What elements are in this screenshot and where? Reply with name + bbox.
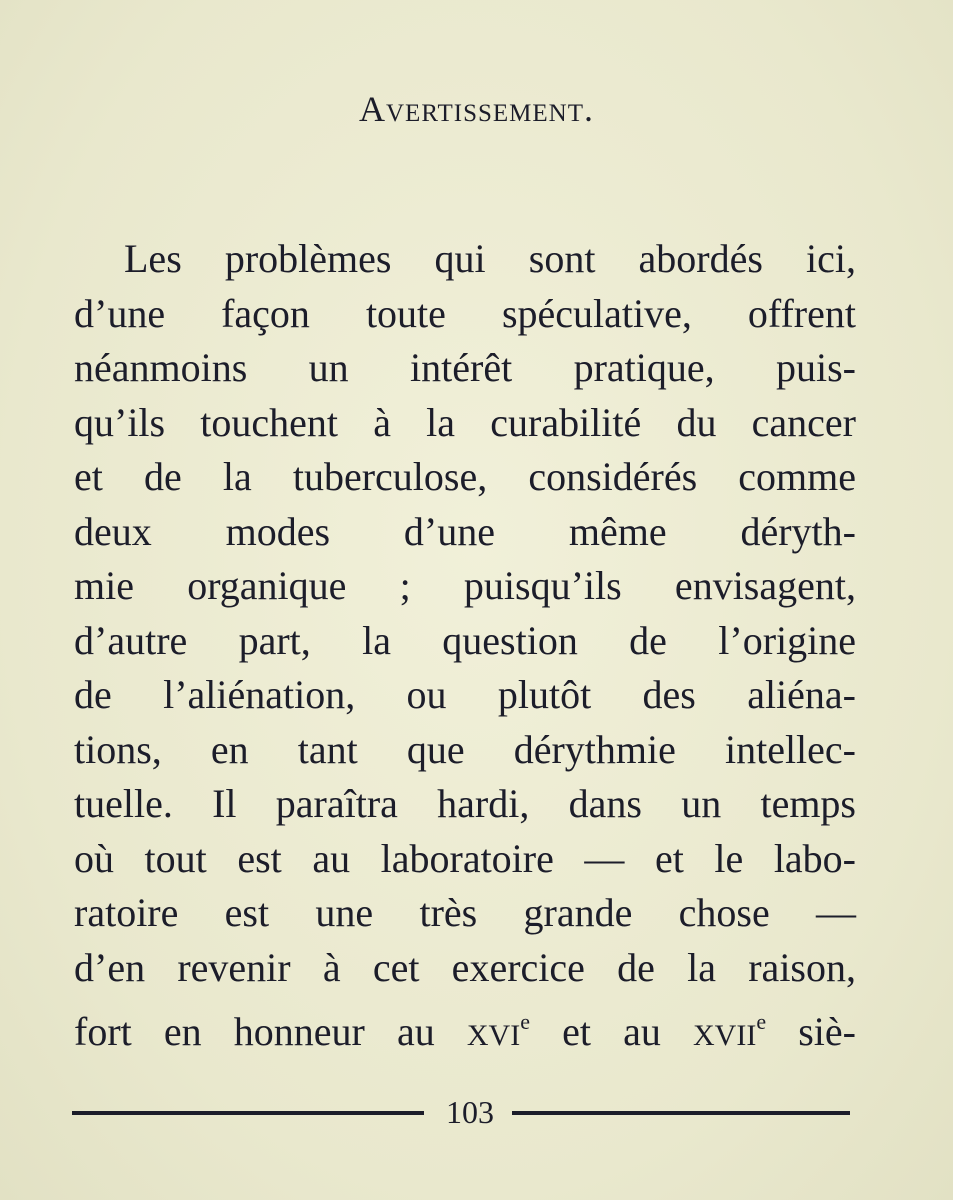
text-line: ratoire est une très grande chose — bbox=[74, 890, 856, 935]
text-line: de l’aliénation, ou plutôt des aliéna- bbox=[74, 672, 856, 717]
page-footer bbox=[72, 1094, 852, 1134]
superscript: e bbox=[520, 1009, 530, 1034]
text-line: d’une façon toute spéculative, offrent bbox=[74, 290, 856, 336]
body-paragraph bbox=[74, 232, 856, 1054]
text-fragment: siè- bbox=[766, 1009, 856, 1054]
text-line: deux modes d’une même déryth- bbox=[74, 508, 856, 554]
text-line: néanmoins un intérêt pratique, puis- bbox=[74, 345, 856, 390]
century-numeral: XVII bbox=[693, 1019, 757, 1052]
text-line: mie organique ; puisqu’ils envisagent, bbox=[74, 563, 856, 608]
text-line: Les problèmes qui sont abordés ici, bbox=[124, 236, 856, 281]
text-line: et de la tuberculose, considérés comme bbox=[74, 454, 856, 499]
text-line: tuelle. Il paraîtra hardi, dans un temps bbox=[74, 781, 856, 826]
text-line: où tout est au laboratoire — et le labo- bbox=[74, 835, 856, 881]
superscript: e bbox=[756, 1009, 767, 1034]
text-line-last bbox=[74, 995, 856, 1054]
footer-rule-left bbox=[72, 1111, 424, 1115]
page-number: 103 bbox=[446, 1094, 494, 1130]
century-numeral: XVI bbox=[466, 1019, 521, 1052]
text-line: d’en revenir à cet exercice de la raison, bbox=[74, 944, 856, 990]
footer-rule-right bbox=[512, 1111, 850, 1115]
text-fragment: et au bbox=[529, 1009, 694, 1054]
text-line: qu’ils touchent à la curabilité du cancer bbox=[74, 399, 856, 445]
text-line: d’autre part, la question de l’origine bbox=[74, 617, 856, 663]
section-heading: Avertissement. bbox=[359, 89, 594, 129]
text-line: tions, en tant que dérythmie intellec- bbox=[74, 726, 856, 772]
text-fragment: fort en honneur au bbox=[74, 1009, 467, 1054]
